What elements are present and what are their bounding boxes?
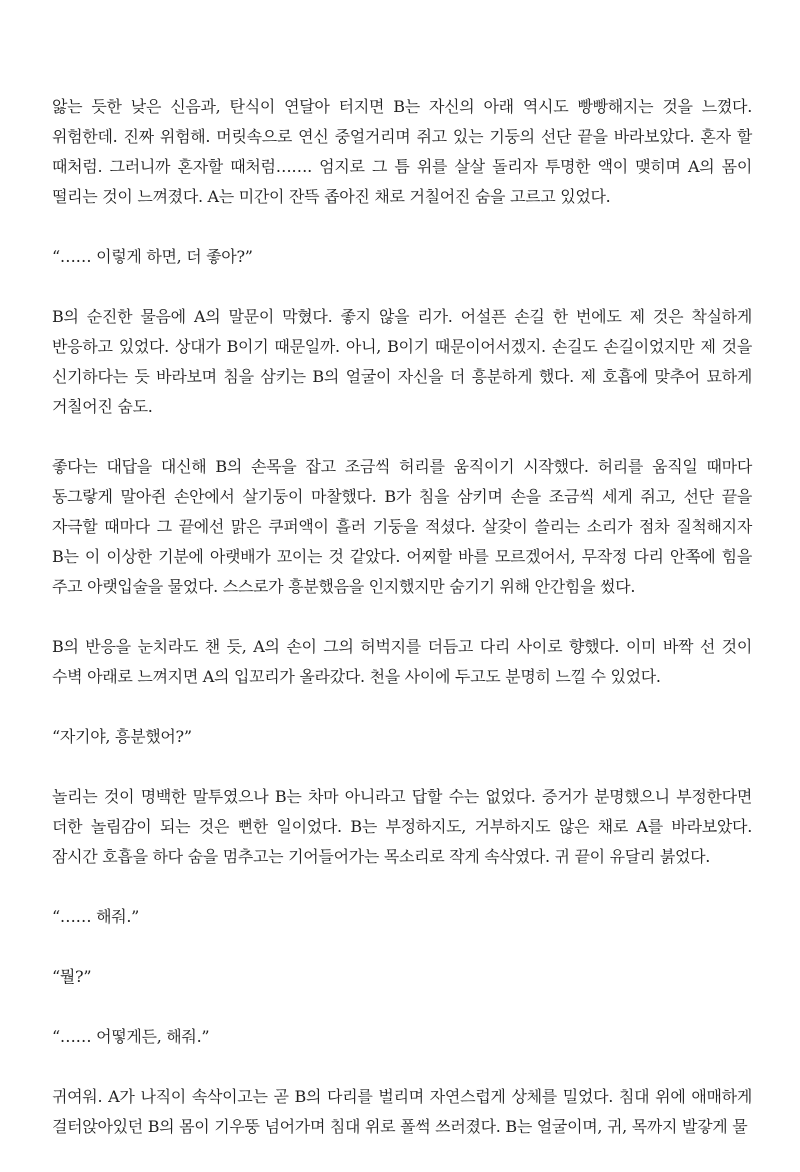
paragraph-2: B의 순진한 물음에 A의 말문이 막혔다. 좋지 않을 리가. 어설픈 손길 한 번에도 제 것은 착실하게 반응하고 있었다. 상대가 B이기 때문일까. 아니, B이기 때문이어서겠지. 손길도 손길이었지만 제 것을 신기하다는 듯 바라보며 침을 삼키는 B의 얼굴이 자신을 더 흥분하게 했다. 제 호흡에 맞추어 묘하게 거칠어진 숨도. [52, 307, 752, 416]
dialogue-line-5: “…… 어떻게든, 해줘.” [52, 1027, 210, 1046]
dialogue-line-3: “…… 해줘.” [52, 907, 140, 926]
paragraph-3: 좋다는 대답을 대신해 B의 손목을 잡고 조금씩 허리를 움직이기 시작했다. 허리를 움직일 때마다 동그랗게 말아쥔 손안에서 살기둥이 마찰했다. B가 침을 삼키며 손을 조금씩 세게 쥐고, 선단 끝을 자극할 때마다 그 끝에선 맑은 쿠퍼액이 흘러 기둥을 적셨다. 살갗이 쓸리는 소리가 점차 질척해지자 B는 이 이상한 기분에 아랫배가 꼬이는 것 같았다. 어찌할 바를 모르겠어서, 무작정 다리 안쪽에 힘을 주고 아랫입술을 물었다. 스스로가 흥분했음을 인지했지만 숨기기 위해 안간힘을 썼다. [52, 457, 752, 596]
dialogue-line-1: “…… 이렇게 하면, 더 좋아?” [52, 247, 253, 266]
paragraph-4: B의 반응을 눈치라도 챈 듯, A의 손이 그의 허벅지를 더듬고 다리 사이로 향했다. 이미 바짝 선 것이 수벽 아래로 느껴지면 A의 입꼬리가 올라갔다. 천을 사이에 두고도 분명히 느낄 수 있었다. [52, 637, 752, 686]
paragraph-1: 앓는 듯한 낮은 신음과, 탄식이 연달아 터지면 B는 자신의 아래 역시도 빵빵해지는 것을 느꼈다. 위험한데. 진짜 위험해. 머릿속으로 연신 중얼거리며 쥐고 있는 기둥의 선단 끝을 바라보았다. 혼자 할 때처럼. 그러니까 혼자할 때처럼……. 엄지로 그 틈 위를 살살 돌리자 투명한 액이 맺히며 A의 몸이 떨리는 것이 느껴졌다. A는 미간이 잔뜩 좁아진 채로 거칠어진 숨을 고르고 있었다. [52, 97, 752, 206]
dialogue-line-2: “자기야, 흥분했어?” [52, 727, 192, 746]
dialogue-line-4: “뭘?” [52, 967, 92, 986]
paragraph-6: 귀여워. A가 나직이 속삭이고는 곧 B의 다리를 벌리며 자연스럽게 상체를 밀었다. 침대 위에 애매하게 걸터앉아있던 B의 몸이 기우뚱 넘어가며 침대 위로 폴썩 쓰러졌다. B는 얼굴이며, 귀, 목까지 발갛게 물 [52, 1087, 752, 1136]
document-body [52, 92, 752, 1172]
paragraph-5: 놀리는 것이 명백한 말투였으나 B는 차마 아니라고 답할 수는 없었다. 증거가 분명했으니 부정한다면 더한 놀림감이 되는 것은 뻔한 일이었다. B는 부정하지도, 거부하지도 않은 채로 A를 바라보았다. 잠시간 호흡을 하다 숨을 멈추고는 기어들어가는 목소리로 작게 속삭였다. 귀 끝이 유달리 붉었다. [52, 787, 752, 866]
